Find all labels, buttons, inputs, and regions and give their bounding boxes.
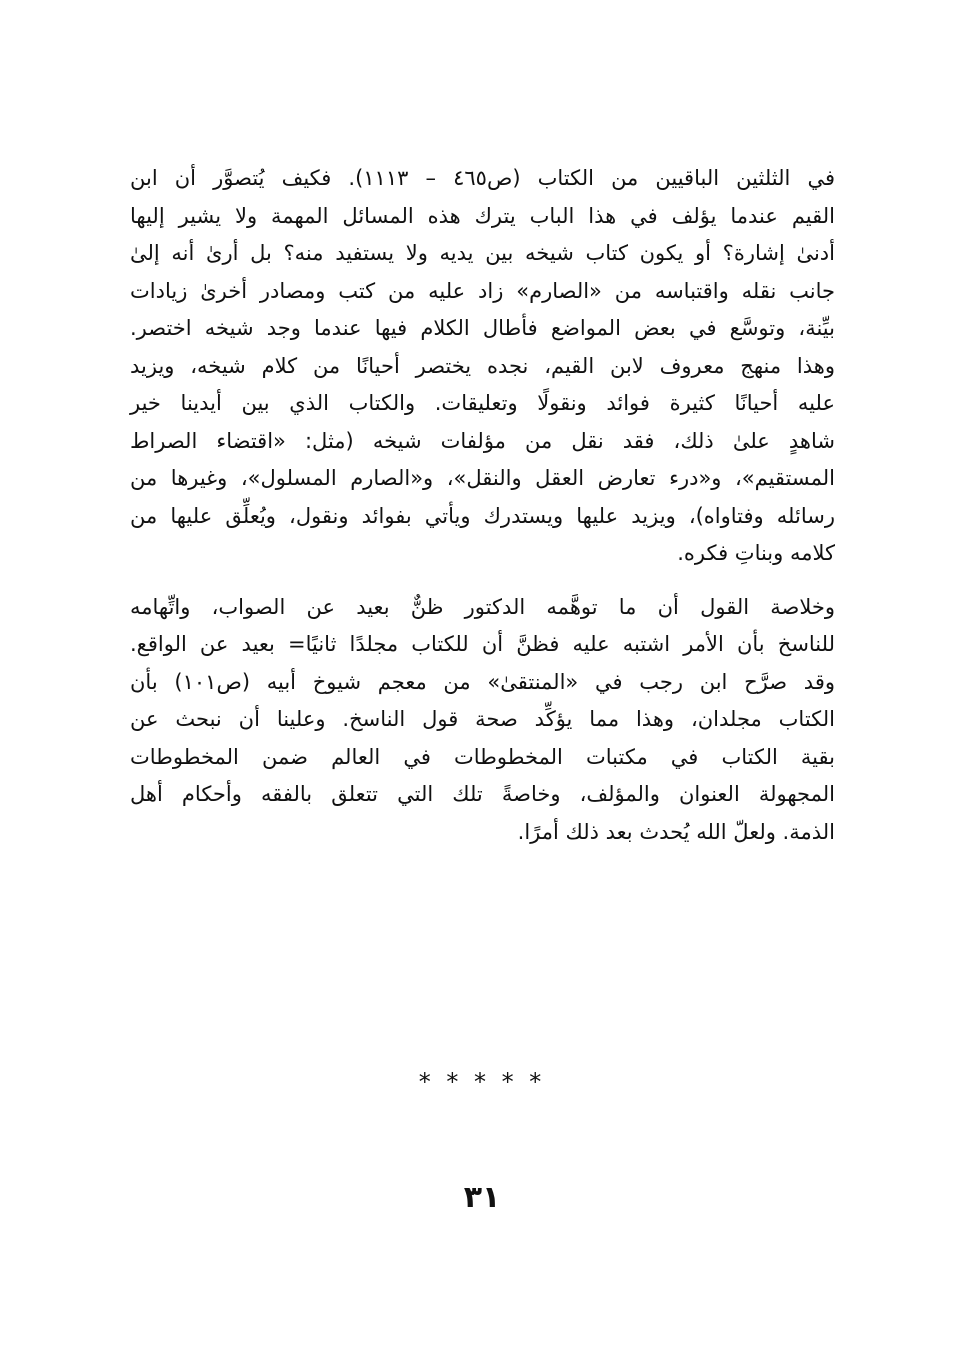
- page-number: ٣١: [463, 1180, 501, 1215]
- page-body: [130, 160, 835, 851]
- text-line: في الثلثين الباقيين من الكتاب (ص٤٦٥ – ١١١٣). فكيف يُتصوَّر أن ابن: [130, 166, 835, 190]
- text-line: الكتاب مجلدان، وهذا مما يؤكِّد صحة قول الناسخ. وعلينا أن نبحث عن: [130, 707, 835, 731]
- section-separator: * * * * *: [418, 1068, 546, 1096]
- text-line: للناسخ بأن الأمر اشتبه عليه فظنَّ أن للكتاب مجلدًا ثانيًا= بعيد عن الواقع.: [130, 632, 835, 656]
- text-line: شاهدٍ علىٰ ذلك، فقد نقل من مؤلفات شيخه (مثل: «اقتضاء الصراط: [130, 428, 835, 453]
- text-line: رسائله وفتاواه)، ويزيد عليها ويستدرك ويأتي بفوائد ونقول، ويُعلِّق عليها من: [130, 503, 835, 528]
- paragraph-2: [130, 589, 835, 852]
- text-line: أدنىٰ إشارة؟ أو يكون كتاب شيخه بين يديه ولا يستفيد منه؟ بل أرىٰ أنه إلىٰ: [130, 241, 835, 265]
- text-line: وقد صرَّح ابن رجب في «المنتقىٰ» من معجم شيوخ أبيه (ص١٠١) بأن: [130, 669, 835, 694]
- paragraph-gap: [130, 573, 835, 589]
- text-line: وهذا منهج معروف لابن القيم، نجده يختصر أحيانًا من كلام شيخه، ويزيد: [130, 353, 835, 378]
- text-line: بقية الكتاب في مكتبات المخطوطات في العالم ضمن المخطوطات: [130, 744, 835, 769]
- paragraph-1: [130, 160, 835, 573]
- text-line: الذمة. ولعلّ الله يُحدث بعد ذلك أمرًا.: [517, 819, 835, 844]
- text-line: كلامه وبناتِ فكره.: [677, 541, 835, 565]
- text-line: جانب نقله واقتباسه من «الصارم» زاد عليه من كتب ومصادر أخرىٰ زيادات: [130, 278, 835, 303]
- text-line: المستقيم»، و«درء تعارض العقل والنقل»، و«الصارم المسلول»، وغيرها من: [130, 466, 835, 490]
- text-line: عليه أحيانًا كثيرة فوائد ونقولًا وتعليقات. والكتاب الذي بين أيدينا خير: [130, 391, 835, 415]
- text-line: القيم عندما يؤلف في هذا الباب يترك هذه المسائل المهمة ولا يشير إليها: [130, 203, 835, 228]
- text-line: بيِّنة، وتوسَّع في بعض المواضع فأطال الكلام فيها عندما وجد شيخه اختصر.: [130, 316, 835, 340]
- text-line: وخلاصة القول أن ما توهَّمه الدكتور ظنٌّ بعيد عن الصواب، واتِّهامه: [130, 594, 835, 619]
- text-line: المجهولة العنوان والمؤلف، وخاصةً تلك التي تتعلق بالفقه وأحكام أهل: [130, 782, 835, 806]
